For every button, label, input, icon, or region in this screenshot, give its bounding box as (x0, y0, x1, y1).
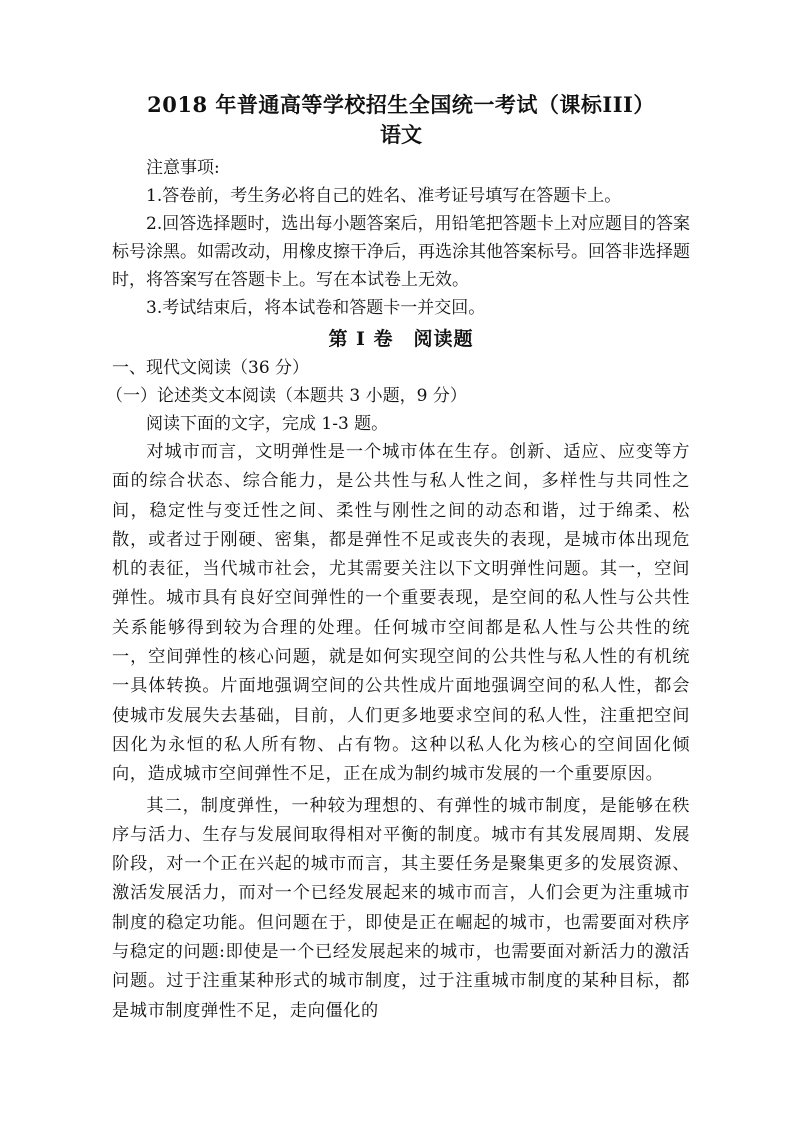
instruction-item-3: 3.考试结束后，将本试卷和答题卡一并交回。 (146, 298, 486, 318)
passage-paragraph-2: 其二，制度弹性，一种较为理想的、有弹性的城市制度，是能够在秩序与活力、生存与发展间取得相对平衡的制度。城市有其发展周期、发展阶段，对一个正在兴起的城市而言，其主要任务是聚集更多的发展资源、激活发展活力，而对一个已经发展起来的城市而言，人们会更为注重城市制度的稳定功能。但问题在于，即使是正在崛起的城市，也需要面对秩序与稳定的问题:即使是一个已经发展起来的城市，也需要面对新活力的激活问题。过于注重某种形式的城市制度，过于注重城市制度的某种目标，都是城市制度弹性不足，走向僵化的 (112, 795, 690, 1021)
exam-title: 2018 年普通高等学校招生全国统一考试（课标III） (147, 92, 655, 117)
subsection-heading: （一）论述类文本阅读（本题共 3 小题，9 分） (106, 386, 467, 406)
instruction-item-1: 1.答卷前，考生务必将自己的姓名、准考证号填写在答题卡上。 (146, 186, 622, 206)
instructions-block (112, 154, 690, 322)
section-heading: 一、现代文阅读（36 分） (112, 358, 310, 378)
instruction-item-2: 2.回答选择题时，选出每小题答案后，用铅笔把答题卡上对应题目的答案标号涂黑。如需改动，用橡皮擦干净后，再选涂其他答案标号。回答非选择题时，将答案写在答题卡上。写在本试卷上无效。 (112, 214, 690, 290)
subject-title: 语文 (380, 122, 422, 147)
instructions-heading: 注意事项: (146, 158, 220, 178)
reading-prompt: 阅读下面的文字，完成 1-3 题。 (146, 414, 389, 434)
passage-paragraph-1: 对城市而言，文明弹性是一个城市体在生存。创新、适应、应变等方面的综合状态、综合能力，是公共性与私人性之间，多样性与共同性之间，稳定性与变迁性之间、柔性与刚性之间的动态和谐，过于绵柔、松散，或者过于刚硬、密集，都是弹性不足或丧失的表现，是城市体出现危机的表征，当代城市社会，尤其需要关注以下文明弹性问题。其一，空间弹性。城市具有良好空间弹性的一个重要表现，是空间的私人性与公共性关系能够得到较为合理的处理。任何城市空间都是私人性与公共性的统一，空间弹性的核心问题，就是如何实现空间的公共性与私人性的有机统一具体转换。片面地强调空间的公共性成片面地强调空间的私人性，都会使城市发展失去基础，目前，人们更多地要求空间的私人性，注重把空间因化为永恒的私人所有物、占有物。这种以私人化为核心的空间固化倾向，造成城市空间弹性不足，正在成为制约城市发展的一个重要原因。 (112, 442, 690, 785)
reading-passage (112, 438, 690, 1026)
part-heading: 第 I 卷 阅读题 (328, 328, 474, 350)
